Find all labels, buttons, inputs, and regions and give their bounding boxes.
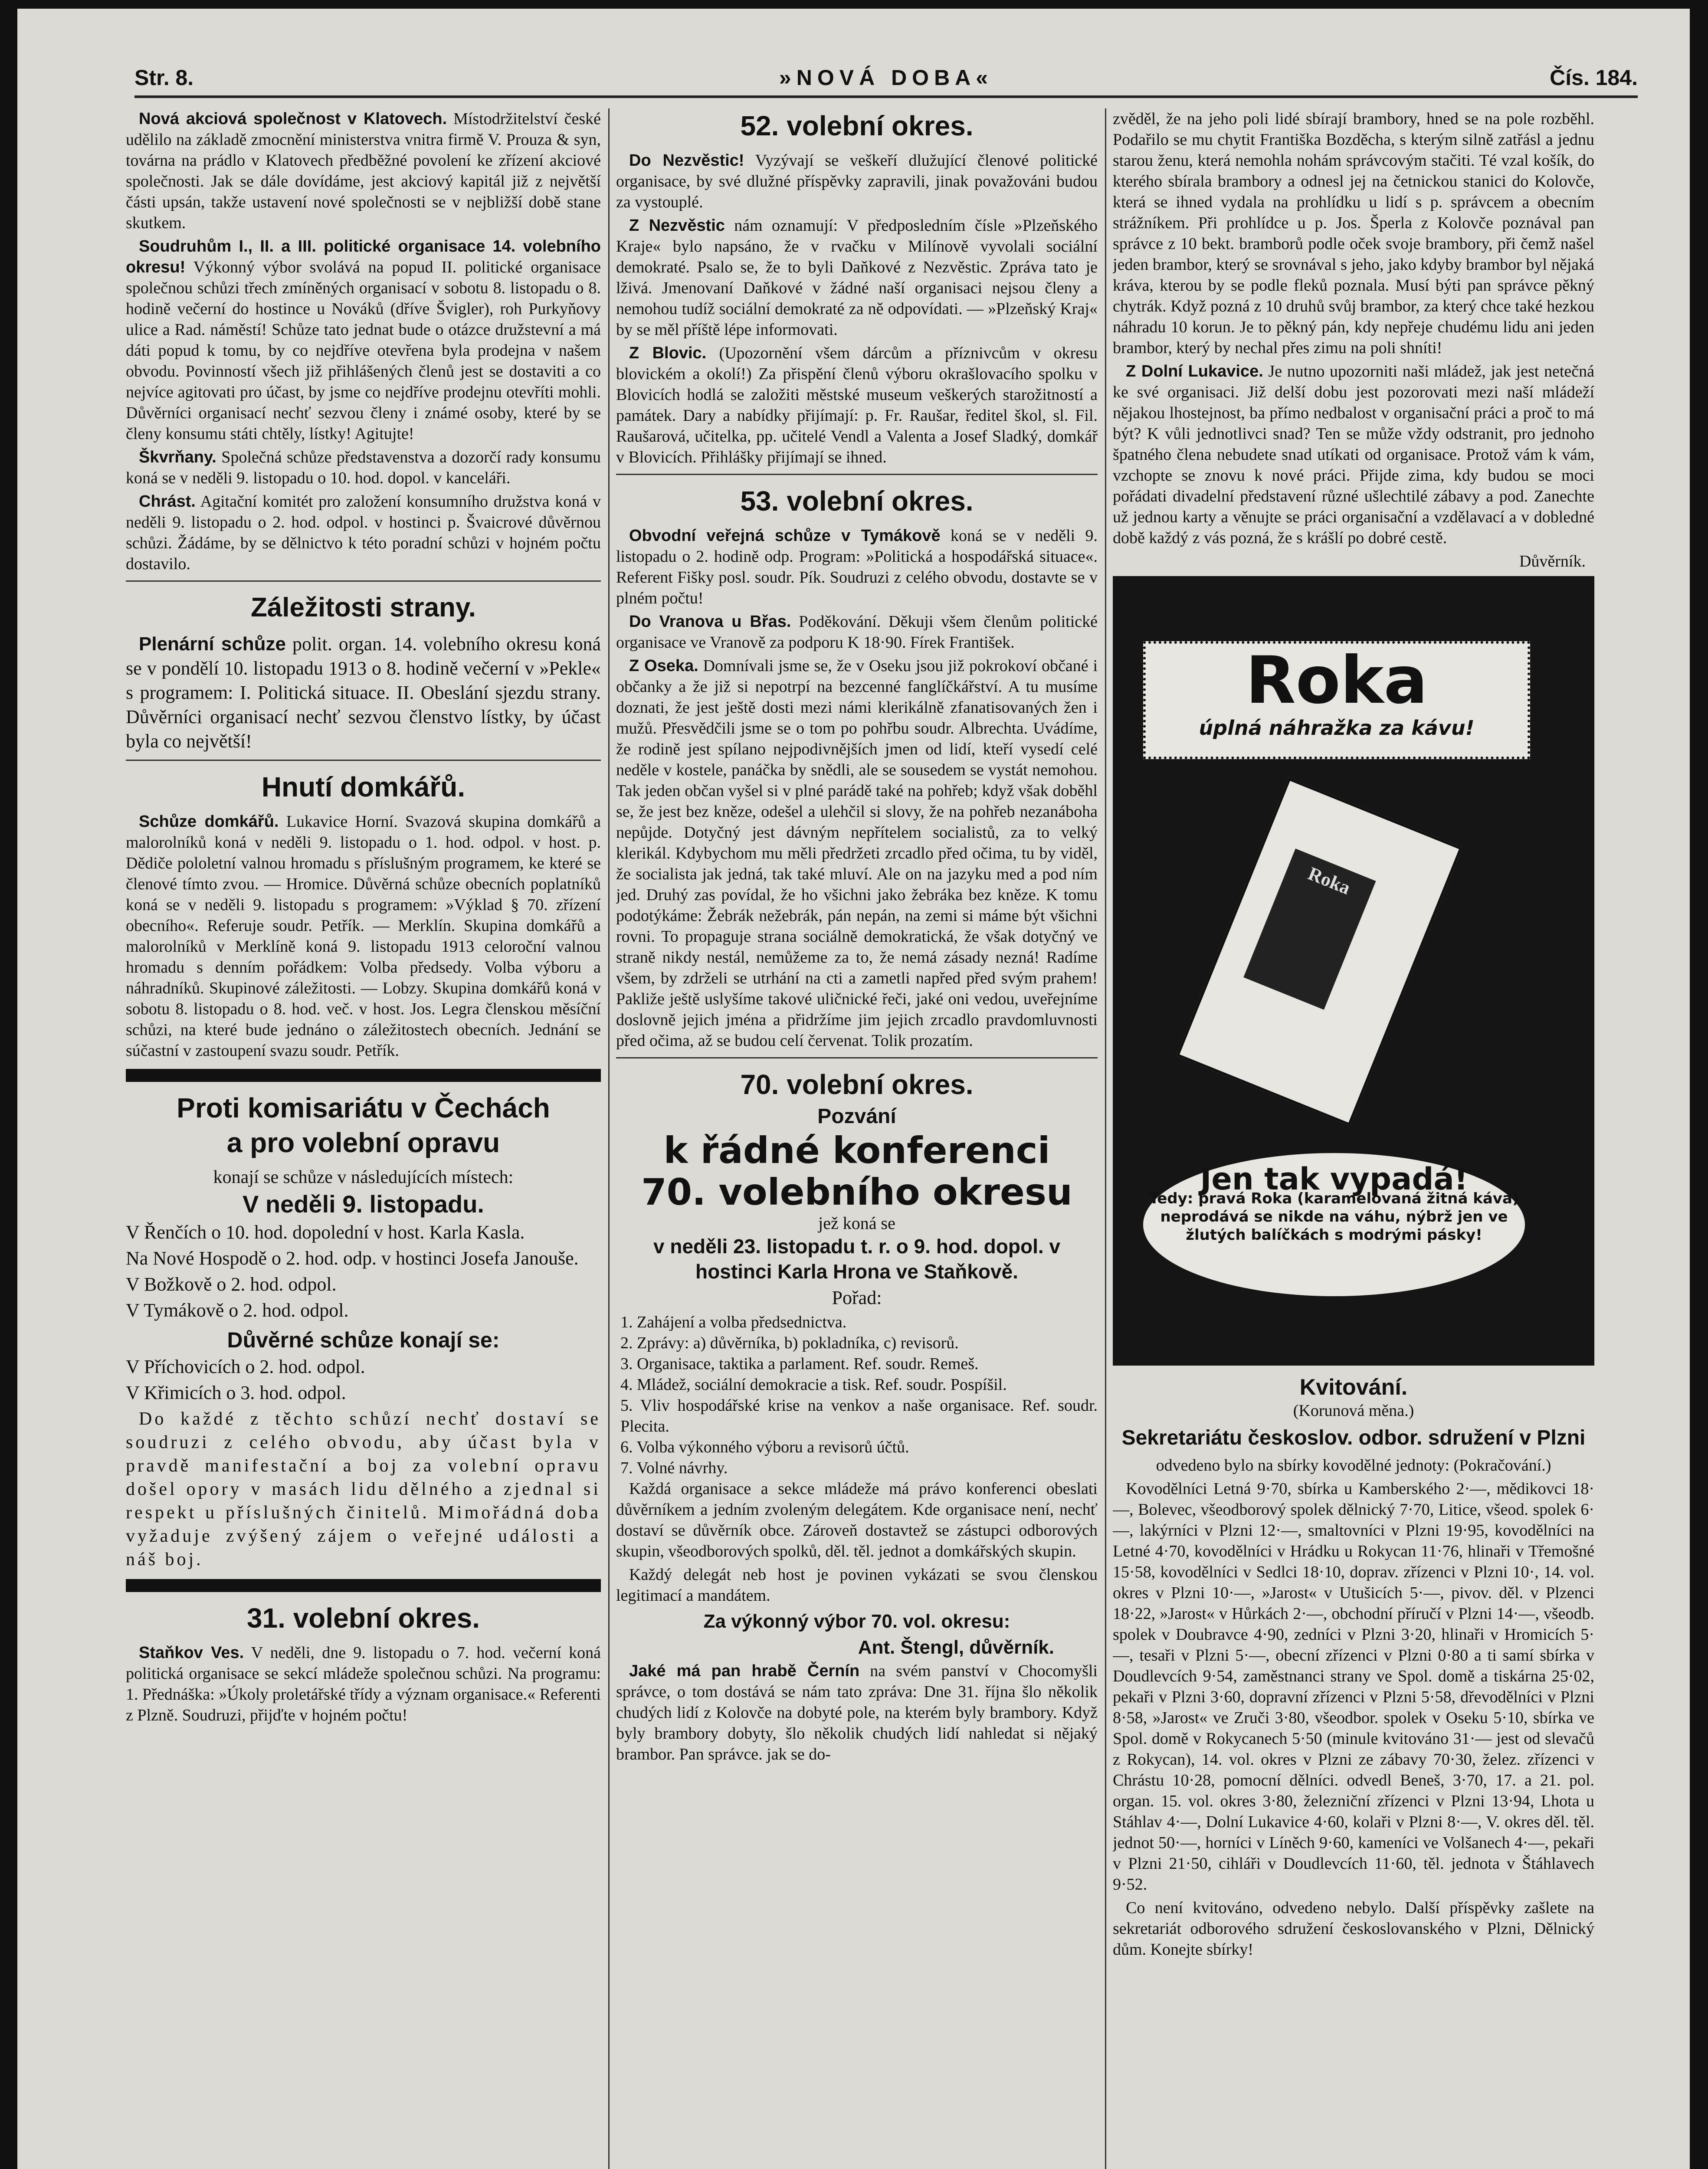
headline: k řádné konferenci	[663, 1129, 1050, 1172]
issue-number: Čís. 184.	[1550, 66, 1638, 90]
program-item: 1. Zahájení a volba předsednictva.	[620, 1313, 847, 1331]
meeting-item: V Řenčích o 10. hod. dopolední v host. Karla Kasla.	[126, 1222, 525, 1243]
article: Škvrňany. Společná schůze představenstva a dozorčí rady konsumu koná se v neděli 9. listopadu o 10. hod. dopol. v kanceláři.	[126, 448, 601, 487]
column-divider	[1105, 108, 1106, 2169]
section-heading: 70. volební okres.	[740, 1069, 974, 1100]
subheading: v neděli 23. listopadu t. r. o 9. hod. dopol. v hostinci Karla Hrona ve Staňkově.	[653, 1235, 1060, 1283]
article: Z Dolní Lukavice. Je nutno upozorniti naši mládež, jak jest netečná ke své organisaci. Již delší dobu jest pozorovati mezi naší mládeží nějakou lhostejnost, ba přímo nedbalost v organisační práci a proč to má být? K vůli jednotlivci snad? Ten se může vždy odstranit, pro jednoho špatného člena nebudete snad utíkati od organisace. Protož vám k vám, vzchopte se znovu k nové práci. Přijde zima, kdy budou se moci pořádati divadelní představení různé ušlechtilé zábavy a pod. Zanechte už jednou karty a věnujte se práci organisační a vzdělavací a v dobledné době každý z vás pozná, že s krášlí po dobré cestě.	[1113, 362, 1594, 547]
section-heading: Proti komisariátu v Čechách	[177, 1092, 550, 1124]
signature: Za výkonný výbor 70. vol. okresu:	[703, 1611, 1010, 1632]
program-item: 6. Volba výkonného výboru a revisorů účtů.	[620, 1438, 909, 1456]
article: Z Blovic. (Upozornění všem dárcům a příznivcům v okresu blovickém a okolí!) Za přispění členů výboru okrašlovacího spolku v Blovicích hodlá se založiti městské museum veškerých starožitností a památek. Dary a nabídky přijímají: p. Fr. Raušar, ředitel škol, sl. Fil. Raušarová, učitelka, pp. učitelé Vendl a Valenta a Josef Sladký, domkář v Blovicích. Přihlášky přijímají se ihned.	[616, 344, 1098, 466]
program-item: 5. Vliv hospodářské krise na venkov a naše organisace. Ref. soudr. Plecita.	[620, 1396, 1098, 1435]
ad-slogan-oval	[1143, 1153, 1525, 1296]
article: Co není kvitováno, odvedeno nebylo. Další příspěvky zašlete na sekretariát odborového sdružení českoslovanského v Plzni, Dělnický dům. Konejte sbírky!	[1113, 1899, 1594, 1959]
ad-text: Tedy: pravá Roka (karamelovaná žitná káva)	[1149, 1190, 1519, 1207]
meeting-item: Na Nové Hospodě o 2. hod. odp. v hostinci Josefa Janouše.	[126, 1248, 579, 1269]
program-item: 7. Volné návrhy.	[620, 1459, 728, 1477]
roka-advertisement	[1113, 576, 1594, 1366]
program-item: 4. Mládež, sociální demokracie a tisk. Ref. soudr. Pospíšil.	[620, 1376, 1007, 1394]
subheading: Pozvání	[817, 1105, 896, 1128]
column-3	[1113, 108, 1594, 2169]
masthead-title: »NOVÁ DOBA«	[779, 66, 993, 90]
article: Z Oseka. Domnívali jsme se, že v Oseku jsou již pokrokoví občané i občanky a že již si nepotrpí na bezcenné fanglíčkářství. A tu musíme doznati, že jest ještě dosti mezi námi klerikálně zfanatisovaných žen i mužů. Přesvědčili jsme se o tom po pohřbu soudr. Albrechta. Uvádíme, že rodině jest spílano nejpodivnějších jmen od lidí, kteří vysedí celé neděle v kostele, panáčka by snědli, ale se sousedem se vystát nemohou. Tak jeden občan vyšel si v plné parádě také na pohřeb; když však doběhl se, že jest bez kněze, odešel a ulehčil si slovy, že na pohřeb nezanáboha nepůjde. Dotyčný jest dávným nepřítelem socialistů, za to velký klerikál. Kdybychom mu měli předržeti zrcadlo před očima, tu by viděl, že socialista jak jedná, tak také mluví. Ale on na jazyku med a pod ním jed. Druhý zas povídal, že ho všichni jako žebráka bez kněze. K tomu podotýkáme: Žebrák nežebrák, pán nepán, na zemi si máme být všichni rovni. To propaguje strana sociálně demokratická, že však dotyčný ve straně nikdy nestál, nemůžeme za to, že nemá zásady nezná! Radíme všem, by zdrželi se utrhání na cti a zametli napřed před svým prahem! Pakliže ještě uslyšíme takové uličnické řeči, jaké oni vedou, uveřejníme doslovně jejich jména a přidržíme jim jejich zrcadlo pravdomluvnosti před očima, až se budou celí červenat. Tolik prozatím.	[616, 657, 1098, 1050]
program-list	[616, 1312, 1098, 1478]
meeting-item: V Křimicích o 3. hod. odpol.	[126, 1382, 346, 1403]
subheading: jež koná se	[818, 1213, 895, 1233]
article: Obvodní veřejná schůze v Tymákově koná se v neděli 9. listopadu o 2. hodině odp. Program: »Politická a hospodářská situace«. Referent Fišky posl. soudr. Pík. Soudruzi z celého obvodu, dostavte se v plném počtu!	[616, 527, 1098, 607]
section-heading: 53. volební okres.	[740, 485, 974, 517]
section-heading: 52. volební okres.	[740, 110, 974, 141]
signature: Ant. Štengl, důvěrník.	[858, 1637, 1054, 1658]
divider	[616, 474, 1098, 475]
article: Do Vranova u Břas. Poděkování. Děkuji všem členům politické organisace ve Vranově za podporu K 18·90. Fírek František.	[616, 613, 1098, 652]
article: Staňkov Ves. V neděli, dne 9. listopadu o 7. hod. večerní koná politická organisace se sekcí mládeže společnou schůzi. Na programu: 1. Přednáška: »Úkoly proletářské třídy a význam organisace.« Referenti z Plzně. Soudruzi, přijďte v hojném počtu!	[126, 1644, 601, 1724]
section-heading: Hnutí domkářů.	[261, 771, 466, 803]
section-heading: 31. volební okres.	[246, 1602, 480, 1634]
article: Do každé z těchto schůzí nechť dostaví se soudruzi z celého obvodu, aby účast byla v pravdě manifestační a boj za volební opravu došel opory v masách lidu dělného a zjednal si respekt u příslušných činitelů. Mimořádná doba vyžaduje zvýšený zájem o veřejné události a náš boj.	[126, 1409, 601, 1569]
article: Každá organisace a sekce mládeže má právo konferenci obeslati důvěrníkem a jedním zvoleným delegátem. Kde organisace není, nechť dostaví se důvěrník obce. Zároveň dostavtež se zástupci odborových skupin, všeodborových spolků, děl. těl. jednot a domkářských skupin.	[616, 1480, 1098, 1560]
package-label: Roka	[1243, 849, 1376, 1010]
divider	[126, 1069, 601, 1082]
meeting-item: V Tymákově o 2. hod. odpol.	[126, 1300, 349, 1321]
section-heading: a pro volební opravu	[226, 1127, 500, 1158]
article: Jaké má pan hrabě Černín na svém panství v Chocomyšli správce, o tom dostává se nám tato zpráva: Dne 31. října šlo několik chudých lidí z Kolovče na dobyté pole, na kterém byly brambory. Když byly brambory dobyty, šlo několik chudých lidí nahledat si nějaký brambor. Pan správce. jak se do-	[616, 1662, 1098, 1763]
ad-text: žlutých balíčkách s modrými pásky!	[1186, 1226, 1482, 1244]
headline: 70. volebního okresu	[641, 1171, 1072, 1213]
article: Soudruhům I., II. a III. politické organisace 14. volebního okresu! Výkonný výbor svolává na popud II. politické organisace společnou schůzi třech zmíněných organisací v sobotu 8. listopadu o 8. hodině večerní do hostince u Nováků (dříve Švigler), roh Purkyňovy ulice a Rad. náměstí! Schůze tato jednat bude o otázce družstevní a má dáti popud k tomu, by co nejdříve otevřena byla prodejna v našem obvodu. Povinností všech již přihlášených členů jest se dostaviti a co nejvíce agitovati pro účast, by jsme co nejdříve prodejnu otevříti mohli. Důvěrníci organisací nechť sezvou členy i známé osoby, které by se členy konsumu státi chtěly, lístky! Agitujte!	[126, 237, 601, 443]
article: zvěděl, že na jeho poli lidé sbírají brambory, hned se na pole rozběhl. Podařilo se mu chytit Františka Bozděcha, s kterým silně zatřásl a jednu starou ženu, která nemohla nohám správcovým stačiti. Té vzal košík, do kterého sbírala brambory a odnesl jej na četnickou stanici do Kolovče, která se ihned vydala na prohlídku u lidí s p. správcem a obecním strážníkem. Při prohlídce u p. Jos. Šperla z Kolovče poznával pan správce z 10 bekt. bramborů podle oček svoje brambory, při čemž našel jeden brambor, který se srovnával s jeho, jako kdyby brambor byl nějaká kráva, kterou by se podle fleků poznala. Musí býti pan správce pěkný chytrák. Když pozná z 10 druhů svůj brambor, za který chce také hezkou náhradu 10 korun. Je to pěkný pán, kdy nepřeje chudému lidu ani jeden brambor, který by nechal přes zimu na poli shníti!	[1113, 110, 1594, 357]
article: Každý delegát neb host je povinen vykázati se svou členskou legitimací a mandátem.	[616, 1566, 1098, 1605]
divider	[126, 580, 601, 582]
divider	[616, 1057, 1098, 1058]
divider	[126, 760, 601, 761]
program-title: Pořad:	[832, 1287, 882, 1308]
article: Do Nezvěstic! Vyzývají se veškeří dlužující členové politické organisace, by své dlužné příspěvky zapravili, jinak považováni budou za vystouplé.	[616, 151, 1098, 211]
article: odvedeno bylo na sbírky kovodělné jednoty: (Pokračování.)	[1156, 1456, 1551, 1474]
page-number: Str. 8.	[134, 66, 194, 90]
section-heading: Sekretariátu českoslov. odbor. sdružení v Plzni	[1121, 1426, 1586, 1449]
ad-slogan: Jen tak vypadá!	[1200, 1161, 1468, 1197]
coffee-package-image	[1176, 777, 1462, 1126]
column-divider	[608, 108, 610, 2169]
article: Schůze domkářů. Lukavice Horní. Svazová skupina domkářů a malorolníků koná v neděli 9. listopadu o 1. hod. odpol. v host. p. Dědiče pololetní valnou hromadu s příslušným programem, ke které se členové tímto zvou. — Hromice. Důvěrná schůze obecních poplatníků koná se v neděli 9. listopadu s programem: »Výklad § 70. zřízení obecního«. Referuje soudr. Petřík. — Merklín. Skupina domkářů a malorolníků v Merklíně koná 9. listopadu 1913 celoroční valnou hromadu s denním pořádkem: Volba předsedy. Volba výboru a náhradníků. Skupinové záležitosti. — Lobzy. Skupina domkářů koná v sobotu 8. listopadu o 8. hod. več. v host. Jos. Legra členskou měsíční schůzi, na které bude jednáno o záležitostech obecních. Jednání se súčastní v zastoupení svazu soudr. Petřík.	[126, 813, 601, 1060]
signature: Důvěrník.	[1519, 552, 1586, 570]
ad-tagline: úplná náhražka za kávu!	[1199, 716, 1475, 740]
column-1	[126, 108, 601, 2169]
subheading: (Korunová měna.)	[1293, 1402, 1414, 1420]
article: Nová akciová společnost v Klatovech. Místodržitelství české udělilo na základě zmocnění ministerstva vnitra firmě V. Prouza & syn, továrna na prádlo v Klatovech předběžné povolení ke zřízení akciové společnosti. Jak se dále dovídáme, jest akciový kapitál již z největší části upsán, takže ustavení nové společnosti se v nejbližší době stane skutkem.	[126, 110, 601, 232]
meeting-item: V Božkově o 2. hod. odpol.	[126, 1274, 337, 1295]
article: Z Nezvěstic nám oznamují: V předposledním čísle »Plzeňského Kraje« bylo napsáno, že v rvačku v Milínově vyvolali sociální demokraté. Psalo se, že to byli Daňkové z Nezvěstic. Zpráva tato je lživá. Jmenovaní Daňkové v žádné naší organisaci nejsou členy a nemohou tudíž sociální demokraté za ně odpovídati. — »Plzeňský Kraj« by se měl příště lépe informovati.	[616, 216, 1098, 339]
meeting-item: V Příchovicích o 2. hod. odpol.	[126, 1356, 365, 1377]
section-heading: Záležitosti strany.	[250, 593, 476, 623]
program-item: 3. Organisace, taktika a parlament. Ref. soudr. Remeš.	[620, 1355, 979, 1373]
divider	[126, 1579, 601, 1592]
article: Chrást. Agitační komitét pro založení konsumního družstva koná v neděli 9. listopadu o 2. hod. odpol. v hostinci p. Švaicrové důvěrnou schůzi. Žádáme, by se dělnictvo k této poradní schůzi v hojném počtu dostavilo.	[126, 492, 601, 573]
newspaper-page	[17, 9, 1690, 2169]
column-2	[616, 108, 1098, 2169]
subheading: Důvěrné schůze konají se:	[227, 1328, 500, 1352]
article: Kovodělníci Letná 9·70, sbírka u Kamberského 2·—, mědikovci 18·—, Bolevec, všeodborový spolek dělnický 7·70, Litice, všeod. spolek 6·—, lakýrníci v Plzni 12·—, smaltovníci v Plzni 19·95, kovodělníci na Letné 4·70, kovodělníci v Hrádku u Rokycan 11·76, hlinaři v Třemošné 15·58, kovodělníci v Sedlci 18·10, doprav. zřízenci v Plzni 10·, 14. vol. okres v Plzni 10·—, »Jarost« v Utušicích 5·—, pivov. děl. v Plzenci 18·22, »Jarost« v Hůrkách 2·—, obchodní příručí v Plzni 14·—, všeodb. spolek v Doubravce 4·90, zedníci v Plzni 3·20, hlinaři v Hromicích 5·—, tesaři v Plzni 5·—, obecní zřízenci v Plzni 0·80 a ti samí sbírka v Doudlevcích 9·54, zaměstnanci strany ve Spol. domě a tiskárna 25·02, pekaři v Plzni 3·60, dopravní zřízenci v Plzni 5·58, dřevodělníci v Plzni 8·58, »Jarost« ve Zruči 3·80, všeodbor. spolek v Oseku 5·10, sbírka ve Spol. domě v Rokycanech 5·50 (minule kvitováno 31·— jest od slevačů z Rokycan), 14. vol. okres v Plzni ze zábavy 70·30, želez. zřízenci v Chrástu 10·28, pomocní dělníci. odvedl Beneš, 3·70, 17. a 21. pol. organ. 15. vol. okres 3·80, železniční zřízenci v Plzni 13·94, Lhota u Stáhlav 4·—, Dolní Lukavice 4·60, kolaři v Plzni 8·—, V. okres děl. těl. jednot 50·—, horníci v Líněch 9·60, kameníci ve Volšanech 4·—, pekaři v Plzni 21·50, cihláři v Doudlevcích 11·60, těl. jednota v Štáhlavech 9·52.	[1113, 1480, 1594, 1894]
program-item: 2. Zprávy: a) důvěrníka, b) pokladníka, c) revisorů.	[620, 1334, 959, 1352]
ad-text: neprodává se nikde na váhu, nýbrž jen ve	[1160, 1208, 1508, 1225]
section-heading: Kvitování.	[1299, 1375, 1408, 1400]
subheading: V neděli 9. listopadu.	[243, 1190, 484, 1218]
subheading: konají se schůze v následujících místech:	[213, 1167, 514, 1187]
ad-logo: Roka	[1246, 643, 1428, 718]
ad-logo-box	[1143, 641, 1530, 759]
article: Plenární schůze polit. organ. 14. volebního okresu koná se v pondělí 10. listopadu 1913 o 8. hodině večerní v »Pekle« s programem: I. Politická situace. II. Obeslání sjezdu strany. Důvěrníci organisací nechť sezvou členstvo lístky, by účast byla co největší!	[126, 633, 601, 752]
page-header	[134, 61, 1638, 98]
